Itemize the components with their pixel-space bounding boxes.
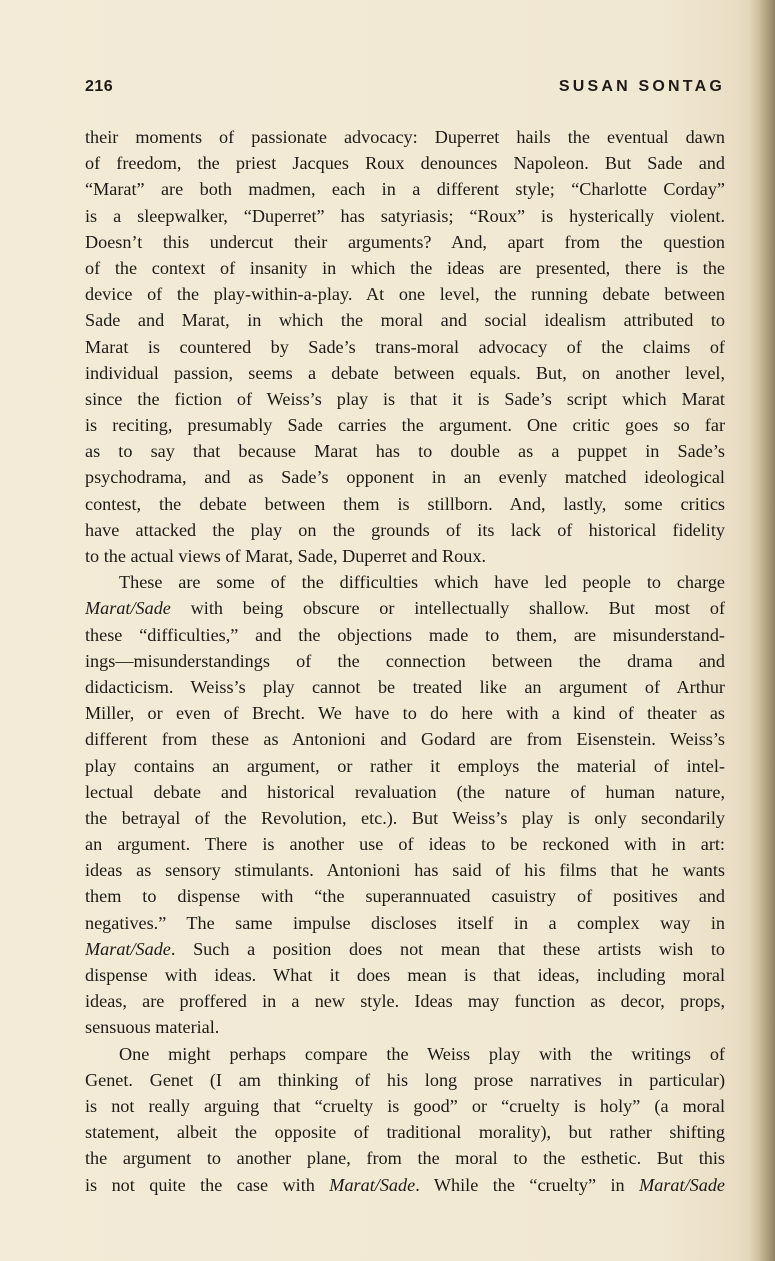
- text-line: [85, 1172, 725, 1198]
- text-line: “Marat” are both madmen, each in a different style; “Charlotte Corday”: [85, 179, 725, 200]
- page-header: [85, 78, 725, 102]
- text-line: their moments of passionate advocacy: Duperret hails the eventual dawn: [85, 127, 725, 147]
- text-line: negatives.” The same impulse discloses itself in a complex way in: [85, 912, 725, 933]
- text-line: of the context of insanity in which the ideas are presented, there is the: [85, 257, 725, 278]
- text-fragment: . While the “cruelty” in: [415, 1174, 625, 1195]
- text-line: statement, albeit the opposite of traditional morality), but rather shifting: [85, 1122, 725, 1143]
- text-line: of freedom, the priest Jacques Roux denounces Napoleon. But Sade and: [85, 153, 725, 174]
- text-line: lectual debate and historical revaluation (the nature of human nature,: [85, 781, 725, 802]
- text-line: since the fiction of Weiss’s play is that it is Sade’s script which Marat: [85, 388, 725, 409]
- text-line: ideas as sensory stimulants. Antonioni has said of his films that he wants: [85, 860, 725, 881]
- body-text: [85, 124, 725, 1198]
- text-line: device of the play-within-a-play. At one level, the running debate between: [85, 284, 725, 305]
- text-line: these “difficulties,” and the objections made to them, are misunderstand-: [85, 624, 725, 645]
- text-line: have attacked the play on the grounds of its lack of historical fidelity: [85, 519, 725, 540]
- text-line: individual passion, seems a debate between equals. But, on another level,: [85, 362, 725, 383]
- text-line: didacticism. Weiss’s play cannot be treated like an argument of Arthur: [85, 676, 725, 697]
- text-line: [85, 936, 725, 962]
- text-line: is a sleepwalker, “Duperret” has satyriasis; “Roux” is hysterically violent.: [85, 205, 725, 226]
- title-italic: Marat/Sade: [85, 938, 171, 959]
- text-line: different from these as Antonioni and Godard are from Eisenstein. Weiss’s: [85, 729, 725, 750]
- text-line: [85, 595, 725, 621]
- text-line: is not really arguing that “cruelty is good” or “cruelty is holy” (a moral: [85, 1095, 725, 1116]
- text-line: Miller, or even of Brecht. We have to do here with a kind of theater as: [85, 703, 725, 724]
- text-line: them to dispense with “the superannuated casuistry of positives and: [85, 886, 725, 907]
- text-line: dispense with ideas. What it does mean is that ideas, including moral: [85, 965, 725, 985]
- title-italic: Marat/Sade: [85, 598, 171, 619]
- text-line: sensuous material.: [85, 1017, 220, 1038]
- title-italic: Marat/Sade: [639, 1174, 725, 1195]
- text-line: to the actual views of Marat, Sade, Duperret and Roux.: [85, 546, 487, 566]
- text-line: These are some of the difficulties which have led people to charge: [119, 572, 725, 593]
- text-line: the betrayal of the Revolution, etc.). But Weiss’s play is only secondarily: [85, 807, 725, 828]
- text-line: Sade and Marat, in which the moral and social idealism attributed to: [85, 310, 725, 331]
- text-line: Doesn’t this undercut their arguments? And, apart from the question: [85, 231, 725, 252]
- text-line: as to say that because Marat has to double as a puppet in Sade’s: [85, 441, 725, 462]
- running-head: SUSAN SONTAG: [558, 78, 725, 95]
- text-line: the argument to another plane, from the moral to the esthetic. But this: [85, 1148, 725, 1169]
- text-line: ideas, are proffered in a new style. Ideas may function as decor, props,: [85, 991, 725, 1012]
- text-line: One might perhaps compare the Weiss play with the writings of: [119, 1043, 725, 1064]
- text-line: psychodrama, and as Sade’s opponent in an evenly matched ideological: [85, 467, 725, 488]
- text-line: play contains an argument, or rather it employs the material of intel-: [85, 755, 725, 776]
- text-line: Marat is countered by Sade’s trans-moral advocacy of the claims of: [85, 336, 725, 357]
- text-line: contest, the debate between them is stillborn. And, lastly, some critics: [85, 493, 725, 514]
- text-line: ings—misunderstandings of the connection between the drama and: [85, 650, 725, 671]
- spine-shadow: [749, 0, 775, 1261]
- title-italic: Marat/Sade: [329, 1174, 416, 1195]
- text-line: is reciting, presumably Sade carries the argument. One critic goes so far: [85, 415, 725, 436]
- text-line: an argument. There is another use of ideas to be reckoned with in art:: [85, 834, 725, 855]
- text-fragment: is not quite the case with: [85, 1174, 315, 1195]
- page-number: 216: [85, 78, 114, 95]
- text-fragment: with being obscure or intellectually shallow. But most of: [190, 598, 725, 619]
- text-line: Genet. Genet (I am thinking of his long prose narratives in particular): [85, 1069, 725, 1090]
- text-fragment: . Such a position does not mean that these artists wish to: [170, 938, 725, 959]
